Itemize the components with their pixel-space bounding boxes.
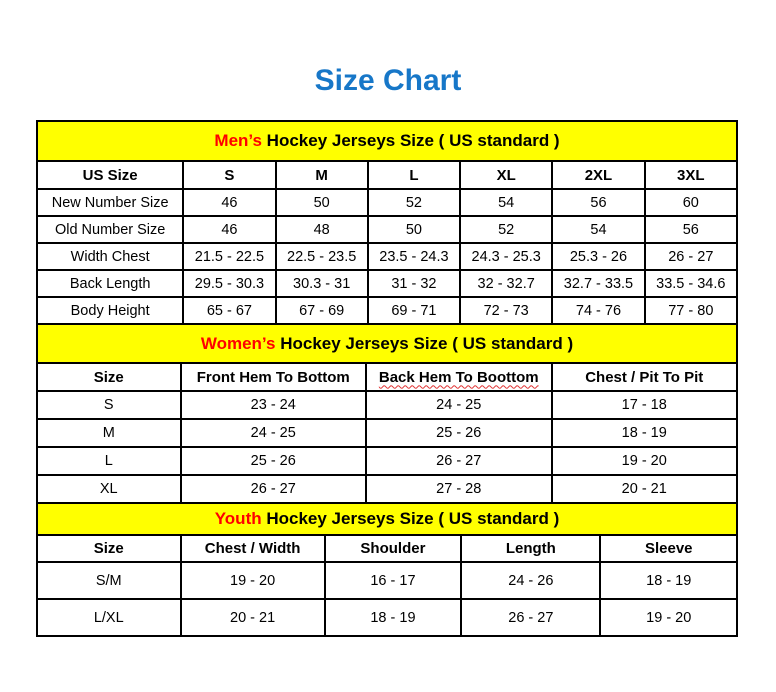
youth-value-cell: 19 - 20 [181,562,325,599]
youth-table-row [37,599,737,636]
youth-column-header: Shoulder [325,535,462,562]
mens-value-cell: 30.3 - 31 [276,270,368,297]
mens-column-header: M [276,161,368,189]
womens-row-label: M [37,419,181,447]
womens-value-cell: 19 - 20 [552,447,738,475]
mens-value-cell: 52 [460,216,552,243]
mens-value-cell: 60 [645,189,737,216]
womens-row-label: L [37,447,181,475]
mens-value-cell: 65 - 67 [183,297,275,324]
womens-row-label: S [37,391,181,419]
mens-value-cell: 46 [183,216,275,243]
mens-column-header: XL [460,161,552,189]
womens-value-cell: 17 - 18 [552,391,738,419]
mens-table-row [37,216,737,243]
mens-column-header: 3XL [645,161,737,189]
mens-value-cell: 26 - 27 [645,243,737,270]
youth-table-row [37,562,737,599]
mens-value-cell: 32.7 - 33.5 [552,270,644,297]
mens-row-label: Back Length [37,270,183,297]
womens-value-cell: 20 - 21 [552,475,738,503]
page-title: Size Chart [314,64,462,97]
womens-value-cell: 25 - 26 [366,419,552,447]
womens-table-row [37,475,737,503]
mens-value-cell: 21.5 - 22.5 [183,243,275,270]
womens-section-banner [36,323,738,364]
mens-value-cell: 46 [183,189,275,216]
youth-value-cell: 20 - 21 [181,599,325,636]
mens-section-banner [36,120,738,162]
youth-value-cell: 16 - 17 [325,562,462,599]
mens-value-cell: 54 [552,216,644,243]
mens-table-row [37,189,737,216]
mens-value-cell: 31 - 32 [368,270,460,297]
womens-banner-highlight: Women’s [200,333,276,353]
womens-banner-text: Hockey Jerseys Size ( US standard ) [275,333,574,353]
womens-column-header: Chest / Pit To Pit [552,363,738,391]
mens-value-cell: 50 [276,189,368,216]
mens-row-label: Old Number Size [37,216,183,243]
mens-table-row [37,243,737,270]
mens-value-cell: 48 [276,216,368,243]
mens-value-cell: 56 [645,216,737,243]
womens-table-row [37,419,737,447]
youth-header-row [37,535,737,562]
mens-row-label: Width Chest [37,243,183,270]
tables-container [36,120,738,637]
youth-column-header: Length [461,535,600,562]
mens-table-row [37,270,737,297]
mens-value-cell: 67 - 69 [276,297,368,324]
mens-value-cell: 25.3 - 26 [552,243,644,270]
mens-size-table [36,160,738,325]
mens-row-label: New Number Size [37,189,183,216]
mens-value-cell: 56 [552,189,644,216]
mens-banner-text: Hockey Jerseys Size ( US standard ) [261,131,560,150]
mens-value-cell: 69 - 71 [368,297,460,324]
youth-column-header: Sleeve [600,535,737,562]
womens-value-cell: 24 - 25 [366,391,552,419]
womens-size-table [36,362,738,504]
mens-value-cell: 22.5 - 23.5 [276,243,368,270]
youth-row-label: L/XL [37,599,181,636]
womens-value-cell: 25 - 26 [181,447,367,475]
mens-column-header: L [368,161,460,189]
youth-column-header: Size [37,535,181,562]
mens-column-header: S [183,161,275,189]
womens-value-cell: 18 - 19 [552,419,738,447]
youth-value-cell: 18 - 19 [325,599,462,636]
womens-row-label: XL [37,475,181,503]
womens-column-header-typo: Back Hem To Boottom [378,368,539,386]
womens-column-header: Front Hem To Bottom [181,363,367,391]
youth-column-header: Chest / Width [181,535,325,562]
youth-banner-text: Hockey Jerseys Size ( US standard ) [261,509,560,528]
womens-table-row [37,447,737,475]
mens-table-row [37,297,737,324]
mens-value-cell: 24.3 - 25.3 [460,243,552,270]
mens-column-header: 2XL [552,161,644,189]
mens-value-cell: 52 [368,189,460,216]
womens-value-cell: 26 - 27 [181,475,367,503]
mens-value-cell: 29.5 - 30.3 [183,270,275,297]
mens-value-cell: 23.5 - 24.3 [368,243,460,270]
youth-value-cell: 24 - 26 [461,562,600,599]
mens-value-cell: 54 [460,189,552,216]
youth-value-cell: 18 - 19 [600,562,737,599]
womens-header-row [37,363,737,391]
womens-value-cell: 26 - 27 [366,447,552,475]
womens-column-header: Size [37,363,181,391]
womens-value-cell: 24 - 25 [181,419,367,447]
mens-value-cell: 33.5 - 34.6 [645,270,737,297]
womens-value-cell: 23 - 24 [181,391,367,419]
youth-banner-highlight: Youth [214,509,262,528]
mens-row-label: Body Height [37,297,183,324]
mens-value-cell: 32 - 32.7 [460,270,552,297]
youth-row-label: S/M [37,562,181,599]
youth-value-cell: 26 - 27 [461,599,600,636]
mens-column-header: US Size [37,161,183,189]
mens-header-row [37,161,737,189]
youth-size-table [36,534,738,637]
mens-value-cell: 50 [368,216,460,243]
womens-value-cell: 27 - 28 [366,475,552,503]
youth-section-banner [36,502,738,536]
mens-value-cell: 74 - 76 [552,297,644,324]
youth-value-cell: 19 - 20 [600,599,737,636]
womens-column-header [366,363,552,391]
mens-value-cell: 72 - 73 [460,297,552,324]
mens-value-cell: 77 - 80 [645,297,737,324]
womens-table-row [37,391,737,419]
mens-banner-highlight: Men’s [214,131,262,150]
